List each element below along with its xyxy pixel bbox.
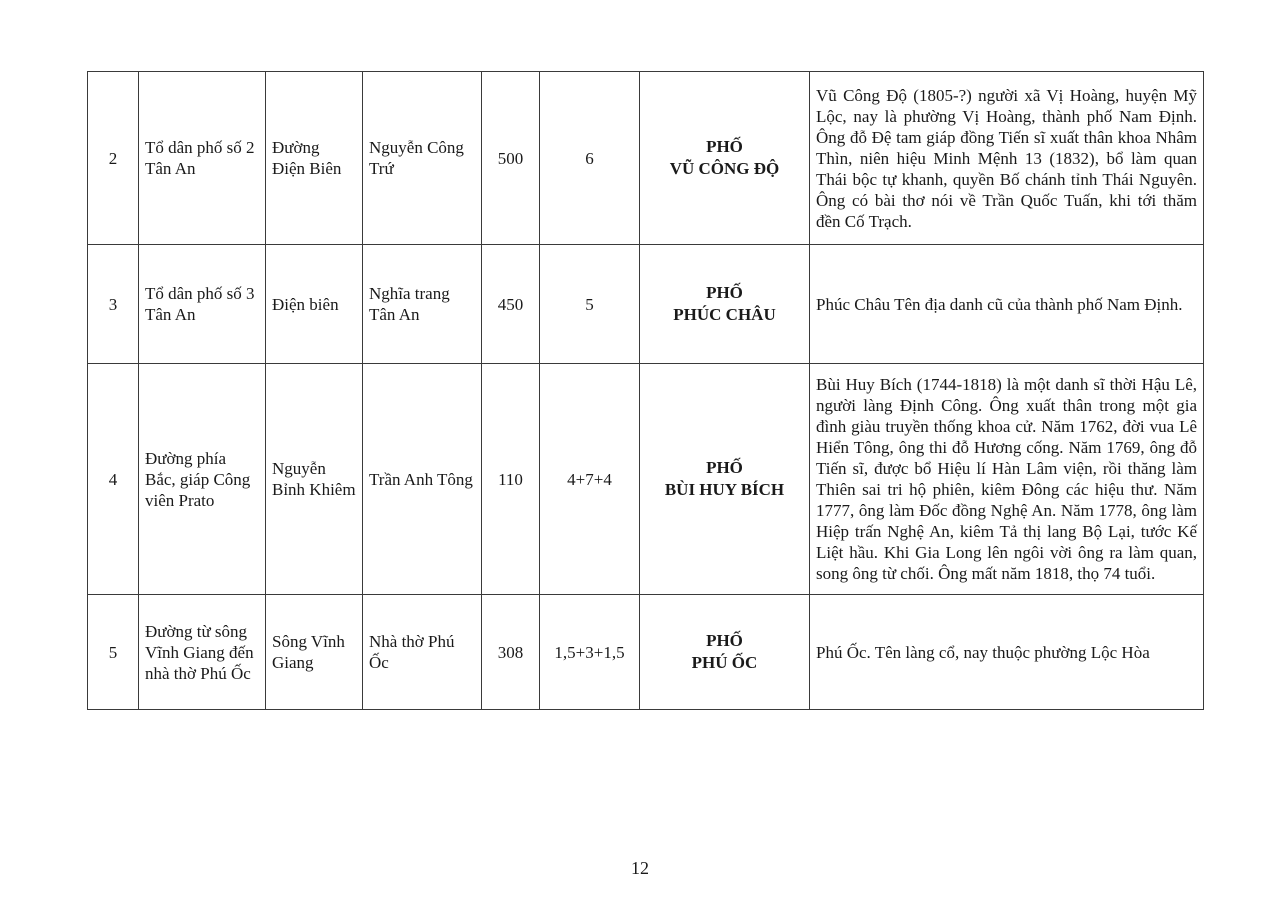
- end-point-cell: Nguyễn Công Trứ: [363, 72, 482, 245]
- street-type: PHỐ: [706, 631, 743, 650]
- location-cell: Đường từ sông Vĩnh Giang đến nhà thờ Phú Ốc: [139, 595, 266, 710]
- table-row: [88, 72, 1204, 245]
- table-row: [88, 245, 1204, 364]
- start-point-cell: Điện biên: [266, 245, 363, 364]
- street-naming-table: [87, 71, 1204, 710]
- length-cell: 110: [482, 364, 540, 595]
- location-cell: Đường phía Bắc, giáp Công viên Prato: [139, 364, 266, 595]
- description-cell: Phúc Châu Tên địa danh cũ của thành phố Nam Định.: [810, 245, 1204, 364]
- street-type: PHỐ: [706, 283, 743, 302]
- street-name: PHÚC CHÂU: [673, 305, 776, 324]
- street-name: BÙI HUY BÍCH: [664, 480, 785, 499]
- width-cell: 5: [540, 245, 640, 364]
- start-point-cell: Đường Điện Biên: [266, 72, 363, 245]
- location-cell: Tổ dân phố số 3 Tân An: [139, 245, 266, 364]
- length-cell: 450: [482, 245, 540, 364]
- start-point-cell: Sông Vĩnh Giang: [266, 595, 363, 710]
- length-cell: 308: [482, 595, 540, 710]
- street-type: PHỐ: [706, 458, 743, 477]
- row-number: 2: [88, 72, 139, 245]
- description-cell: Vũ Công Độ (1805-?) người xã Vị Hoàng, huyện Mỹ Lộc, nay là phường Vị Hoàng, thành phố Nam Định. Ông đỗ Đệ tam giáp đồng Tiến sĩ xuất thân khoa Nhâm Thìn, niên hiệu Minh Mệnh 13 (1832), bổ làm quan Thái bộc tự khanh, quyền Bố chánh tỉnh Thái Nguyên. Ông có bài thơ nói về Trần Quốc Tuấn, khi tới thăm đền Cố Trạch.: [810, 72, 1204, 245]
- table-row: [88, 595, 1204, 710]
- street-name-cell: [640, 595, 810, 710]
- width-cell: 4+7+4: [540, 364, 640, 595]
- end-point-cell: Nghĩa trang Tân An: [363, 245, 482, 364]
- row-number: 3: [88, 245, 139, 364]
- street-name-cell: [640, 245, 810, 364]
- start-point-cell: Nguyễn Bỉnh Khiêm: [266, 364, 363, 595]
- row-number: 5: [88, 595, 139, 710]
- street-type: PHỐ: [706, 137, 743, 156]
- table-row: [88, 364, 1204, 595]
- width-cell: 1,5+3+1,5: [540, 595, 640, 710]
- page-number: 12: [631, 858, 649, 878]
- street-name-cell: [640, 72, 810, 245]
- row-number: 4: [88, 364, 139, 595]
- location-cell: Tổ dân phố số 2 Tân An: [139, 72, 266, 245]
- street-name-cell: [640, 364, 810, 595]
- description-cell: Phú Ốc. Tên làng cổ, nay thuộc phường Lộc Hòa: [810, 595, 1204, 710]
- end-point-cell: Nhà thờ Phú Ốc: [363, 595, 482, 710]
- end-point-cell: Trần Anh Tông: [363, 364, 482, 595]
- street-name: VŨ CÔNG ĐỘ: [669, 159, 780, 178]
- description-cell: Bùi Huy Bích (1744-1818) là một danh sĩ thời Hậu Lê, người làng Định Công. Ông xuất thân trong một gia đình giàu truyền thống khoa cử. Năm 1762, đời vua Lê Hiển Tông, ông thi đỗ Hương cống. Năm 1769, ông đỗ Tiến sĩ, được bổ Hiệu lí Hàn Lâm viện, rồi thăng làm Thiên sai tri hộ phiên, kiêm Đông các hiệu thư. Năm 1777, ông làm Đốc đồng Nghệ An. Năm 1778, ông làm Hiệp trấn Nghệ An, kiêm Tả thị lang Bộ Lại, tước Kế Liệt hầu. Khi Gia Long lên ngôi vời ông ra làm quan, song ông từ chối. Ông mất năm 1818, thọ 74 tuổi.: [810, 364, 1204, 595]
- length-cell: 500: [482, 72, 540, 245]
- street-name: PHÚ ỐC: [691, 653, 758, 672]
- width-cell: 6: [540, 72, 640, 245]
